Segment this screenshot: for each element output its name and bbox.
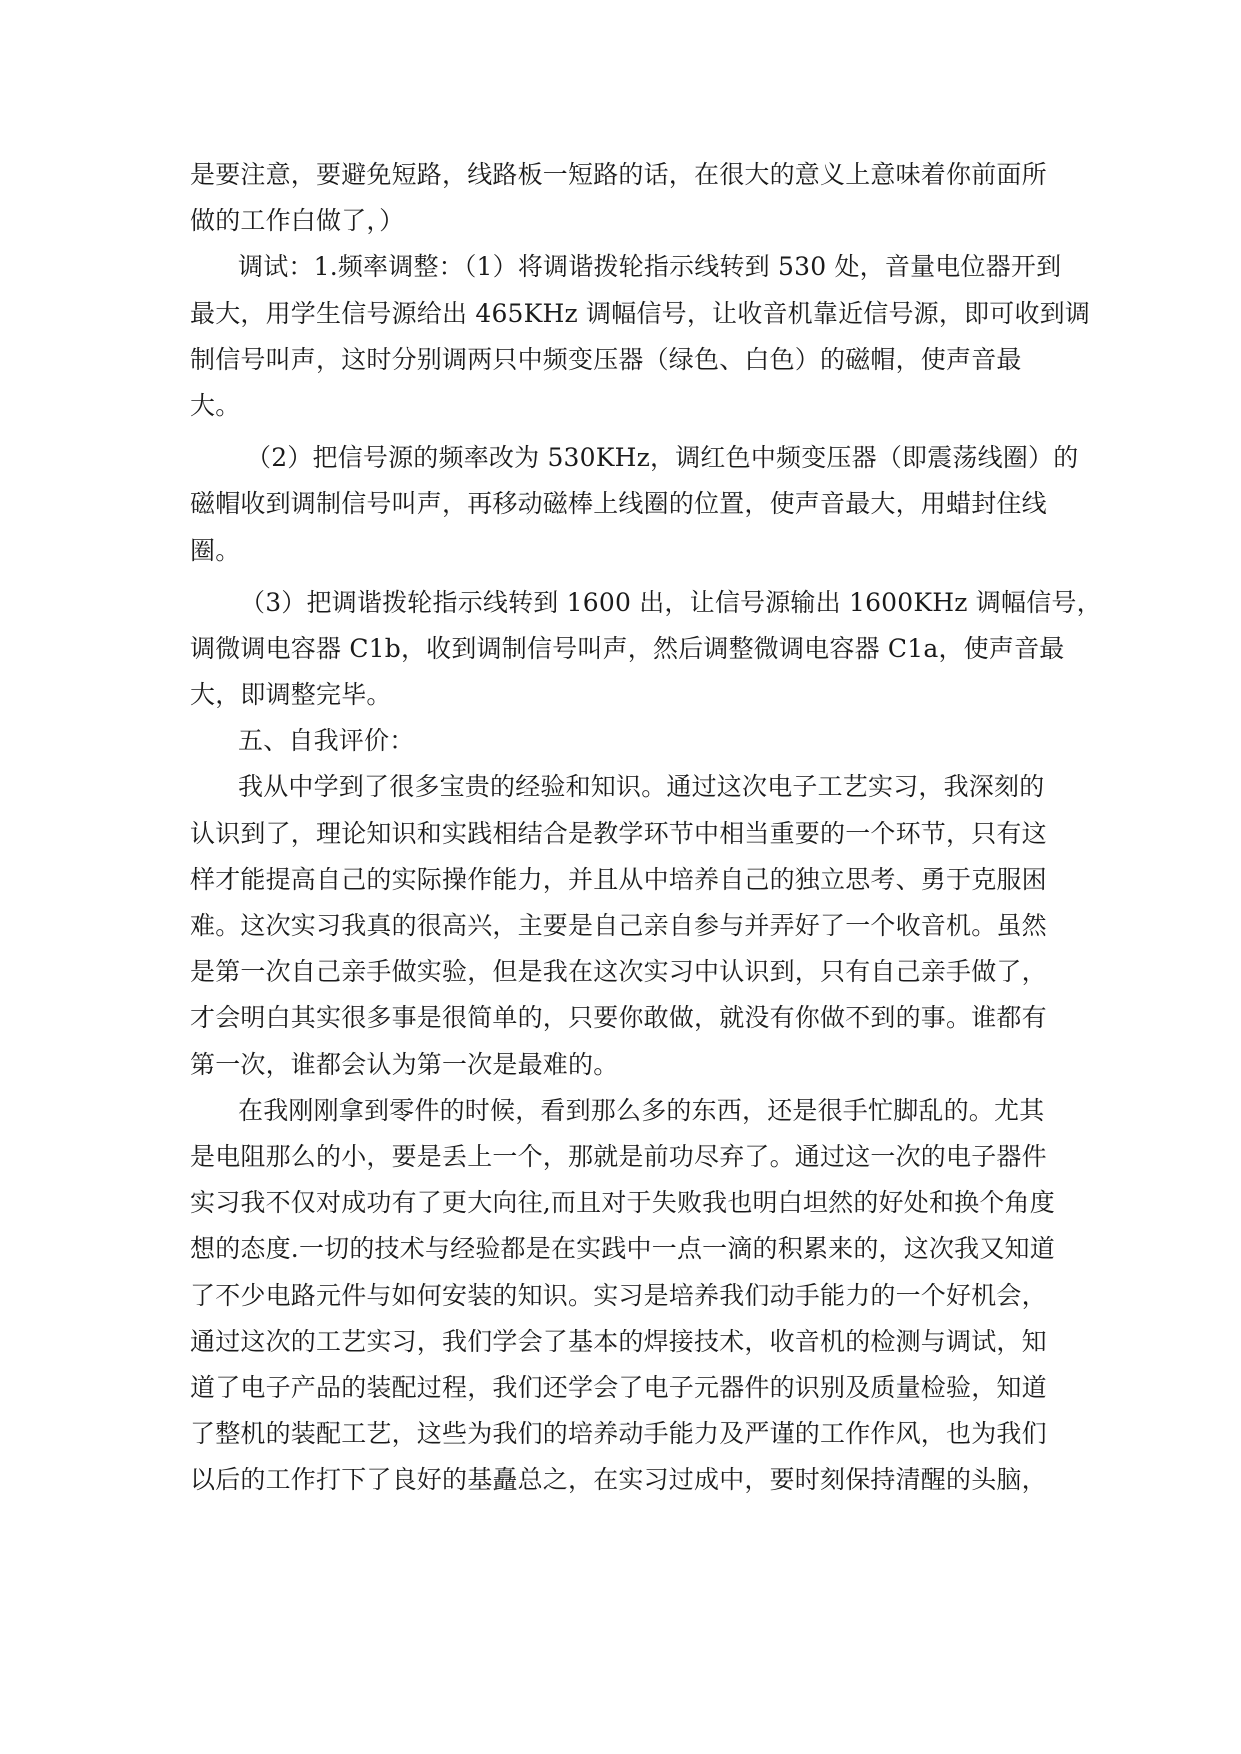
text-line: 了不少电路元件与如何安装的知识。实习是培养我们动手能力的一个好机会， [190,1280,1047,1310]
text-line: 认识到了，理论知识和实践相结合是教学环节中相当重要的一个环节，只有这 [190,818,1047,848]
text-line: 在我刚刚拿到零件的时候，看到那么多的东西，还是很手忙脚乱的。尤其 [238,1095,1045,1125]
text-line: （2）把信号源的频率改为 530KHz，调红色中频变压器（即震荡线圈）的 [246,443,1079,473]
text-line: 制信号叫声，这时分别调两只中频变压器（绿色、白色）的磁帽，使声音最 [190,344,1022,374]
text-line: 我从中学到了很多宝贵的经验和知识。通过这次电子工艺实习，我深刻的 [238,772,1045,802]
text-line: 磁帽收到调制信号叫声，再移动磁棒上线圈的位置，使声音最大，用蜡封住线 [190,489,1047,519]
text-line: 大。 [190,390,241,420]
section-heading: 五、自我评价： [238,726,415,756]
text-line: 道了电子产品的装配过程，我们还学会了电子元器件的识别及质量检验，知道 [190,1372,1047,1402]
text-line: 第一次，谁都会认为第一次是最难的。 [190,1049,619,1079]
text-line: 做的工作白做了，） [190,206,405,236]
body-text [190,152,1102,1503]
text-line: 难。这次实习我真的很高兴，主要是自己亲自参与并弄好了一个收音机。虽然 [190,911,1047,940]
text-line: 通过这次的工艺实习，我们学会了基本的焊接技术，收音机的检测与调试，知 [190,1326,1047,1356]
text-line: 大，即调整完毕。 [190,680,392,710]
text-line: 样才能提高自己的实际操作能力，并且从中培养自己的独立思考、勇于克服困 [190,864,1047,894]
text-line: 实习我不仅对成功有了更大向往,而且对于失败我也明白坦然的好处和换个角度 [190,1188,1055,1218]
text-line: 是电阻那么的小，要是丢上一个，那就是前功尽弃了。通过这一次的电子器件 [190,1141,1047,1171]
text-line: 最大，用学生信号源给出 465KHz 调幅信号，让收音机靠近信号源，即可收到调 [190,298,1091,328]
text-line: 圈。 [190,535,241,565]
text-line: （3）把调谐拨轮指示线转到 1600 出，让信号源输出 1600KHz 调幅信号， [240,587,1102,617]
text-line: 才会明白其实很多事是很简单的，只要你敢做，就没有你做不到的事。谁都有 [190,1003,1047,1033]
text-line: 是要注意，要避免短路，线路板一短路的话，在很大的意义上意味着你前面所 [190,160,1047,189]
text-line: 想的态度.一切的技术与经验都是在实践中一点一滴的积累来的，这次我又知道 [190,1234,1055,1264]
text-line: 了整机的装配工艺，这些为我们的培养动手能力及严谨的工作作风，也为我们 [190,1419,1047,1449]
text-line: 调试：1.频率调整：（1）将调谐拨轮指示线转到 530 处，音量电位器开到 [238,252,1062,282]
text-line: 以后的工作打下了良好的基矗总之，在实习过成中，要时刻保持清醒的头脑， [190,1465,1047,1495]
text-line: 是第一次自己亲手做实验，但是我在这次实习中认识到，只有自己亲手做了， [190,957,1047,987]
text-line: 调微调电容器 C1b，收到调制信号叫声，然后调整微调电容器 C1a，使声音最 [190,633,1065,663]
